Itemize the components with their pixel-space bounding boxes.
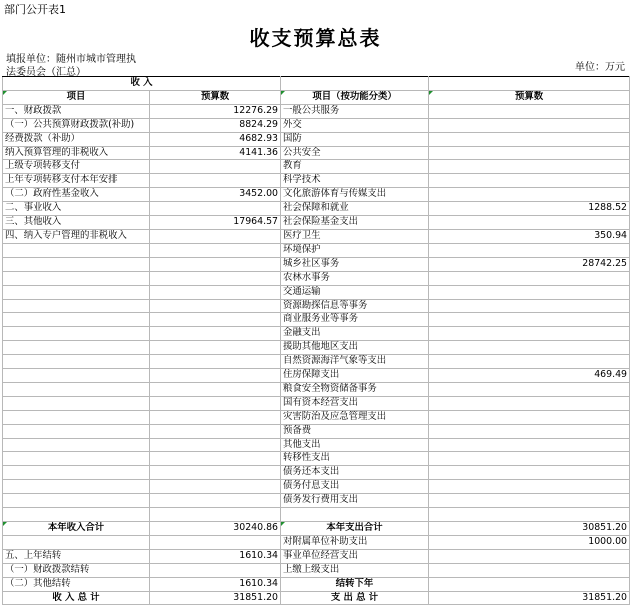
expense-budget-cell	[429, 410, 630, 424]
expense-budget-cell: 31851.20	[429, 591, 630, 605]
table-row	[3, 410, 630, 424]
income-budget-cell: 1610.34	[150, 549, 281, 563]
table-row	[3, 229, 630, 243]
income-item-cell	[3, 327, 150, 341]
expense-item-cell: 粮食安全物资储备事务	[281, 382, 429, 396]
expense-budget-cell: 1288.52	[429, 202, 630, 216]
income-item-cell: 二、事业收入	[3, 202, 150, 216]
table-row	[3, 313, 630, 327]
column-header-budget-expense: 预算数	[429, 90, 630, 104]
expense-item-cell: 文化旅游体育与传媒支出	[281, 188, 429, 202]
income-budget-cell: 8824.29	[150, 118, 281, 132]
income-budget-cell: 30240.86	[150, 521, 281, 535]
income-budget-cell	[150, 396, 281, 410]
form-number-label: 部门公开表1	[4, 3, 66, 16]
expense-budget-cell	[429, 299, 630, 313]
expense-item-cell: 外交	[281, 118, 429, 132]
expense-budget-cell	[429, 355, 630, 369]
table-row	[3, 299, 630, 313]
expense-budget-cell	[429, 216, 630, 230]
expense-budget-cell: 28742.25	[429, 257, 630, 271]
expense-budget-cell	[429, 494, 630, 508]
expense-item-cell: 对附属单位补助支出	[281, 535, 429, 549]
table-row	[3, 285, 630, 299]
income-budget-cell	[150, 271, 281, 285]
income-budget-cell	[150, 257, 281, 271]
income-budget-cell	[150, 424, 281, 438]
income-item-cell	[3, 257, 150, 271]
income-item-cell	[3, 243, 150, 257]
table-row	[3, 257, 630, 271]
table-row	[3, 271, 630, 285]
expense-item-cell: 债务还本支出	[281, 466, 429, 480]
expense-budget-cell	[429, 327, 630, 341]
income-item-cell: 三、其他收入	[3, 216, 150, 230]
income-item-cell	[3, 452, 150, 466]
table-row	[3, 132, 630, 146]
table-row	[3, 216, 630, 230]
expense-item-cell: 灾害防治及应急管理支出	[281, 410, 429, 424]
income-item-cell: 上级专项转移支付	[3, 160, 150, 174]
income-budget-cell	[150, 341, 281, 355]
expense-budget-cell	[429, 424, 630, 438]
currency-unit-label: 单位：万元	[575, 62, 625, 73]
table-row	[3, 438, 630, 452]
income-item-cell: （二）其他结转	[3, 577, 150, 591]
expense-item-cell: 教育	[281, 160, 429, 174]
income-budget-cell	[150, 369, 281, 383]
budget-summary-table	[2, 76, 630, 605]
table-row	[3, 202, 630, 216]
total-row	[3, 591, 630, 605]
income-item-cell: （二）政府性基金收入	[3, 188, 150, 202]
income-budget-cell: 17964.57	[150, 216, 281, 230]
expense-budget-cell	[429, 104, 630, 118]
income-item-cell	[3, 382, 150, 396]
income-budget-cell	[150, 494, 281, 508]
expense-budget-cell	[429, 188, 630, 202]
expense-item-cell: 金融支出	[281, 327, 429, 341]
expense-budget-cell	[429, 341, 630, 355]
table-row	[3, 480, 630, 494]
table-row	[3, 188, 630, 202]
expense-item-cell: 交通运输	[281, 285, 429, 299]
table-row	[3, 382, 630, 396]
table-row	[3, 452, 630, 466]
income-budget-cell: 3452.00	[150, 188, 281, 202]
expense-budget-cell	[429, 549, 630, 563]
table-row	[3, 174, 630, 188]
table-row	[3, 369, 630, 383]
expense-item-cell: 其他支出	[281, 438, 429, 452]
expense-budget-cell: 469.49	[429, 369, 630, 383]
expense-budget-cell: 30851.20	[429, 521, 630, 535]
income-item-cell	[3, 355, 150, 369]
income-item-cell	[3, 410, 150, 424]
expense-budget-cell: 350.94	[429, 229, 630, 243]
expense-item-cell: 社会保险基金支出	[281, 216, 429, 230]
expense-section-blank	[429, 77, 630, 91]
expense-item-cell: 资源勘探信息等事务	[281, 299, 429, 313]
expense-budget-cell	[429, 382, 630, 396]
income-item-cell: 本年收入合计	[3, 521, 150, 535]
income-item-cell: （一）财政拨款结转	[3, 563, 150, 577]
expense-item-cell: 住房保障支出	[281, 369, 429, 383]
income-budget-cell	[150, 480, 281, 494]
expense-budget-cell	[429, 146, 630, 160]
income-item-cell	[3, 396, 150, 410]
expense-budget-cell	[429, 452, 630, 466]
expense-item-cell: 国防	[281, 132, 429, 146]
income-item-cell: 一、财政拨款	[3, 104, 150, 118]
table-row	[3, 466, 630, 480]
expense-budget-cell	[429, 132, 630, 146]
column-header-item: 项目	[3, 90, 150, 104]
income-item-cell: 四、纳入专户管理的非税收入	[3, 229, 150, 243]
total-row	[3, 549, 630, 563]
expense-item-cell: 国有资本经营支出	[281, 396, 429, 410]
total-row	[3, 521, 630, 535]
expense-item-cell: 援助其他地区支出	[281, 341, 429, 355]
expense-item-cell: 上缴上级支出	[281, 563, 429, 577]
table-row	[3, 355, 630, 369]
expense-item-cell	[281, 508, 429, 522]
table-row	[3, 327, 630, 341]
table-row	[3, 160, 630, 174]
expense-budget-cell	[429, 438, 630, 452]
expense-budget-cell	[429, 466, 630, 480]
table-row	[3, 396, 630, 410]
expense-budget-cell	[429, 243, 630, 257]
income-budget-cell	[150, 243, 281, 257]
table-row	[3, 243, 630, 257]
expense-budget-cell	[429, 508, 630, 522]
income-item-cell: 纳入预算管理的非税收入	[3, 146, 150, 160]
income-budget-cell	[150, 410, 281, 424]
page-title: 收支预算总表	[249, 26, 382, 50]
expense-budget-cell	[429, 160, 630, 174]
expense-item-cell: 债务付息支出	[281, 480, 429, 494]
income-budget-cell	[150, 299, 281, 313]
expense-budget-cell	[429, 174, 630, 188]
expense-budget-cell	[429, 577, 630, 591]
income-budget-cell	[150, 563, 281, 577]
income-item-cell	[3, 271, 150, 285]
income-budget-cell	[150, 160, 281, 174]
income-budget-cell	[150, 174, 281, 188]
expense-budget-cell	[429, 396, 630, 410]
table-row	[3, 341, 630, 355]
table-row	[3, 104, 630, 118]
income-item-cell	[3, 313, 150, 327]
expense-section-blank	[281, 77, 429, 91]
table-row	[3, 508, 630, 522]
income-item-cell	[3, 341, 150, 355]
reporting-unit-line2: 法委员会（汇总）	[6, 67, 86, 78]
expense-item-cell: 自然资源海洋气象等支出	[281, 355, 429, 369]
expense-budget-cell	[429, 118, 630, 132]
reporting-unit-line1: 填报单位：随州市城市管理执	[6, 54, 136, 65]
income-budget-cell	[150, 313, 281, 327]
expense-item-cell: 社会保障和就业	[281, 202, 429, 216]
expense-item-cell: 商业服务业等事务	[281, 313, 429, 327]
income-item-cell	[3, 369, 150, 383]
income-budget-cell	[150, 355, 281, 369]
expense-item-cell: 一般公共服务	[281, 104, 429, 118]
column-header-budget: 预算数	[150, 90, 281, 104]
expense-budget-cell	[429, 313, 630, 327]
income-budget-cell: 4682.93	[150, 132, 281, 146]
expense-item-cell: 环境保护	[281, 243, 429, 257]
table-row	[3, 146, 630, 160]
income-budget-cell	[150, 327, 281, 341]
income-item-cell: 五、上年结转	[3, 549, 150, 563]
income-item-cell: （一）公共预算财政拨款(补助)	[3, 118, 150, 132]
income-budget-cell	[150, 229, 281, 243]
income-budget-cell: 12276.29	[150, 104, 281, 118]
expense-item-cell: 本年支出合计	[281, 521, 429, 535]
expense-item-cell: 农林水事务	[281, 271, 429, 285]
income-budget-cell	[150, 382, 281, 396]
expense-budget-cell	[429, 480, 630, 494]
income-section-header: 收 入	[3, 77, 281, 91]
income-item-cell	[3, 494, 150, 508]
income-item-cell	[3, 285, 150, 299]
expense-item-cell: 预备费	[281, 424, 429, 438]
expense-item-cell: 结转下年	[281, 577, 429, 591]
income-item-cell: 经费拨款（补助）	[3, 132, 150, 146]
income-budget-cell	[150, 202, 281, 216]
total-row	[3, 577, 630, 591]
income-budget-cell	[150, 508, 281, 522]
table-row	[3, 494, 630, 508]
income-budget-cell: 31851.20	[150, 591, 281, 605]
income-budget-cell	[150, 452, 281, 466]
income-budget-cell: 1610.34	[150, 577, 281, 591]
income-item-cell: 收 入 总 计	[3, 591, 150, 605]
income-item-cell	[3, 424, 150, 438]
income-item-cell	[3, 299, 150, 313]
table-row	[3, 424, 630, 438]
expense-budget-cell	[429, 285, 630, 299]
income-item-cell	[3, 480, 150, 494]
expense-item-cell: 支 出 总 计	[281, 591, 429, 605]
expense-item-cell: 转移性支出	[281, 452, 429, 466]
income-budget-cell	[150, 285, 281, 299]
expense-item-cell: 债务发行费用支出	[281, 494, 429, 508]
income-budget-cell	[150, 438, 281, 452]
expense-item-cell: 公共安全	[281, 146, 429, 160]
column-header-item-function: 项目（按功能分类）	[281, 90, 429, 104]
income-item-cell	[3, 535, 150, 549]
income-budget-cell: 4141.36	[150, 146, 281, 160]
expense-budget-cell: 1000.00	[429, 535, 630, 549]
income-item-cell	[3, 438, 150, 452]
expense-budget-cell	[429, 271, 630, 285]
expense-item-cell: 科学技术	[281, 174, 429, 188]
income-item-cell	[3, 466, 150, 480]
expense-item-cell: 城乡社区事务	[281, 257, 429, 271]
income-item-cell: 上年专项转移支付本年安排	[3, 174, 150, 188]
total-row	[3, 535, 630, 549]
total-row	[3, 563, 630, 577]
table-row	[3, 118, 630, 132]
expense-item-cell: 事业单位经营支出	[281, 549, 429, 563]
expense-item-cell: 医疗卫生	[281, 229, 429, 243]
income-budget-cell	[150, 535, 281, 549]
income-item-cell	[3, 508, 150, 522]
income-budget-cell	[150, 466, 281, 480]
expense-budget-cell	[429, 563, 630, 577]
